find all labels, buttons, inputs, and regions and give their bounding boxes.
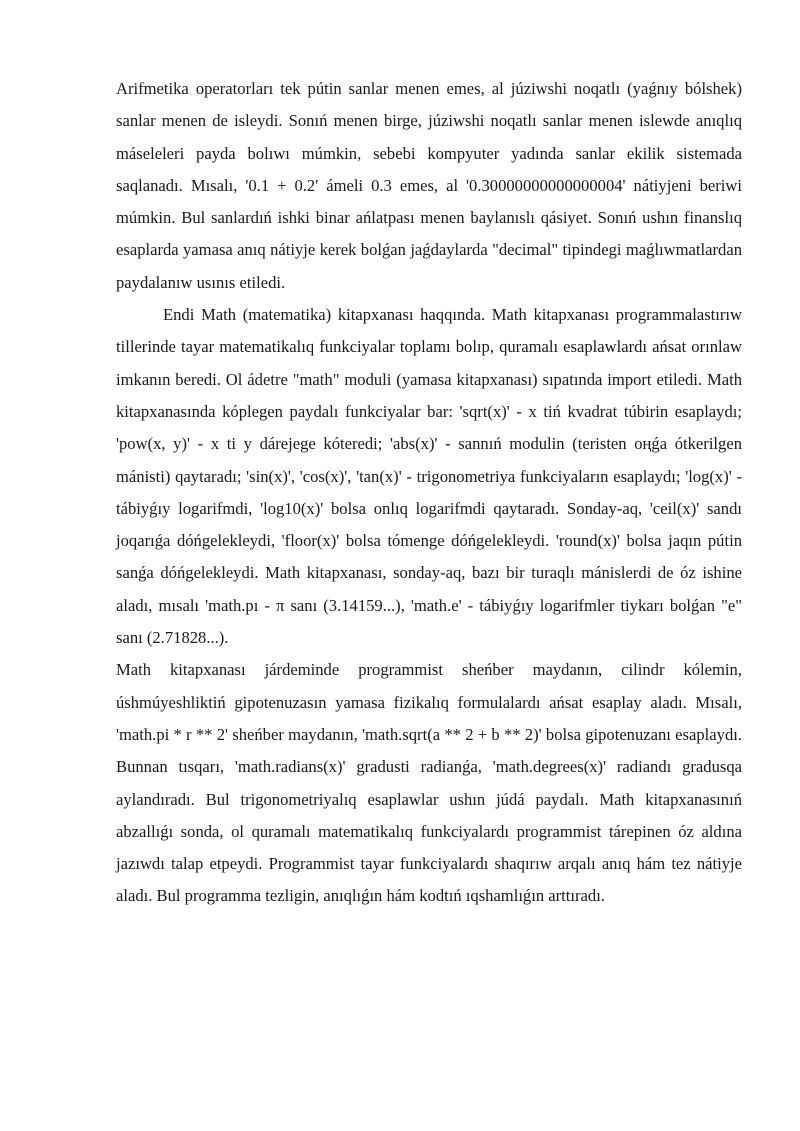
paragraph-float-precision: Arifmetika operatorları tek pútin sanlar menen emes, al júziwshi noqatlı (yaǵnıy bólshek) sanlar menen de isleydi. Sonıń menen birge, júziwshi noqatlı sanlar menen islewde anıqlıq máseleleri payda bolıwı múmkin, sebebi kompyuter yadında sanlar ekilik sistemada saqlanadı. Mısalı, '0.1 + 0.2' ámeli 0.3 emes, al '0.30000000000000004' nátiyjeni beriwi múmkin. Bul sanlardıń ishki binar ańlatpası menen baylanıslı qásiyet. Sonıń ushın finanslıq esaplarda yamasa anıq nátiyje kerek bolǵan jaǵdaylarda "decimal" tipindegi maǵlıwmatlardan paydalanıw usınıs etiledi. bbox=[116, 79, 742, 292]
paragraph-math-usage: Math kitapxanası járdeminde programmist sheńber maydanın, cilindr kólemin, úshmúyeshliktiń gipotenuzasın yamasa fizikalıq formulalardı ańsat esaplay aladı. Mısalı, 'math.pi * r ** 2' sheńber maydanın, 'math.sqrt(a ** 2 + b ** 2)' bolsa gipotenuzanı esaplaydı. Bunnan tısqarı, 'math.radians(x)' gradusti radianǵa, 'math.degrees(x)' radiandı gradusqa aylandıradı. Bul trigonometriyalıq esaplawlar ushın júdá paydalı. Math kitapxanasınıń abzallıǵı sonda, ol quramalı matematikalıq funkciyalardı programmist tárepinen óz aldına jazıwdı talap etpeydi. Programmist tayar funkciyalardı shaqırıw arqalı anıq hám tez nátiyje aladı. Bul programma tezligin, anıqlıǵın hám kodtıń ıqshamlıǵın arttıradı. bbox=[116, 660, 742, 906]
document-body bbox=[116, 73, 742, 913]
paragraph-math-library: Endi Math (matematika) kitapxanası haqqında. Math kitapxanası programmalastırıw tillerinde tayar matematikalıq funkciyalar toplamı bolıp, quramalı esaplawlardı ańsat orınlaw imkanın beredi. Ol ádetre "math" moduli (yamasa kitapxanası) sıpatında import etiledi. Math kitapxanasında kóplegen paydalı funkciyalar bar: 'sqrt(x)' - x tiń kvadrat túbirin esaplaydı; 'pow(x, y)' - x ti y dárejege kóteredi; 'abs(x)' - sannıń modulin (teristen oңǵa ótkerilgen mánisti) qaytaradı; 'sin(x)', 'cos(x)', 'tan(x)' - trigonometriya funkciyaların esaplaydı; 'log(x)' - tábiyǵıy logarifmdi, 'log10(x)' bolsa onlıq logarifmdi qaytaradı. Sonday-aq, 'ceil(x)' sandı joqarıǵa dóńgelekleydi, 'floor(x)' bolsa tómenge dóńgelekleydi. 'round(x)' bolsa jaqın pútin sanǵa dóńgelekleydi. Math kitapxanası, sonday-aq, bazı bir turaqlı mánislerdi de óz ishine aladı, mısalı 'math.pı - π sanı (3.14159...), 'math.e' - tábiyǵıy logarifmler tiykarı bolǵan "e" sanı (2.71828...). bbox=[116, 305, 742, 648]
